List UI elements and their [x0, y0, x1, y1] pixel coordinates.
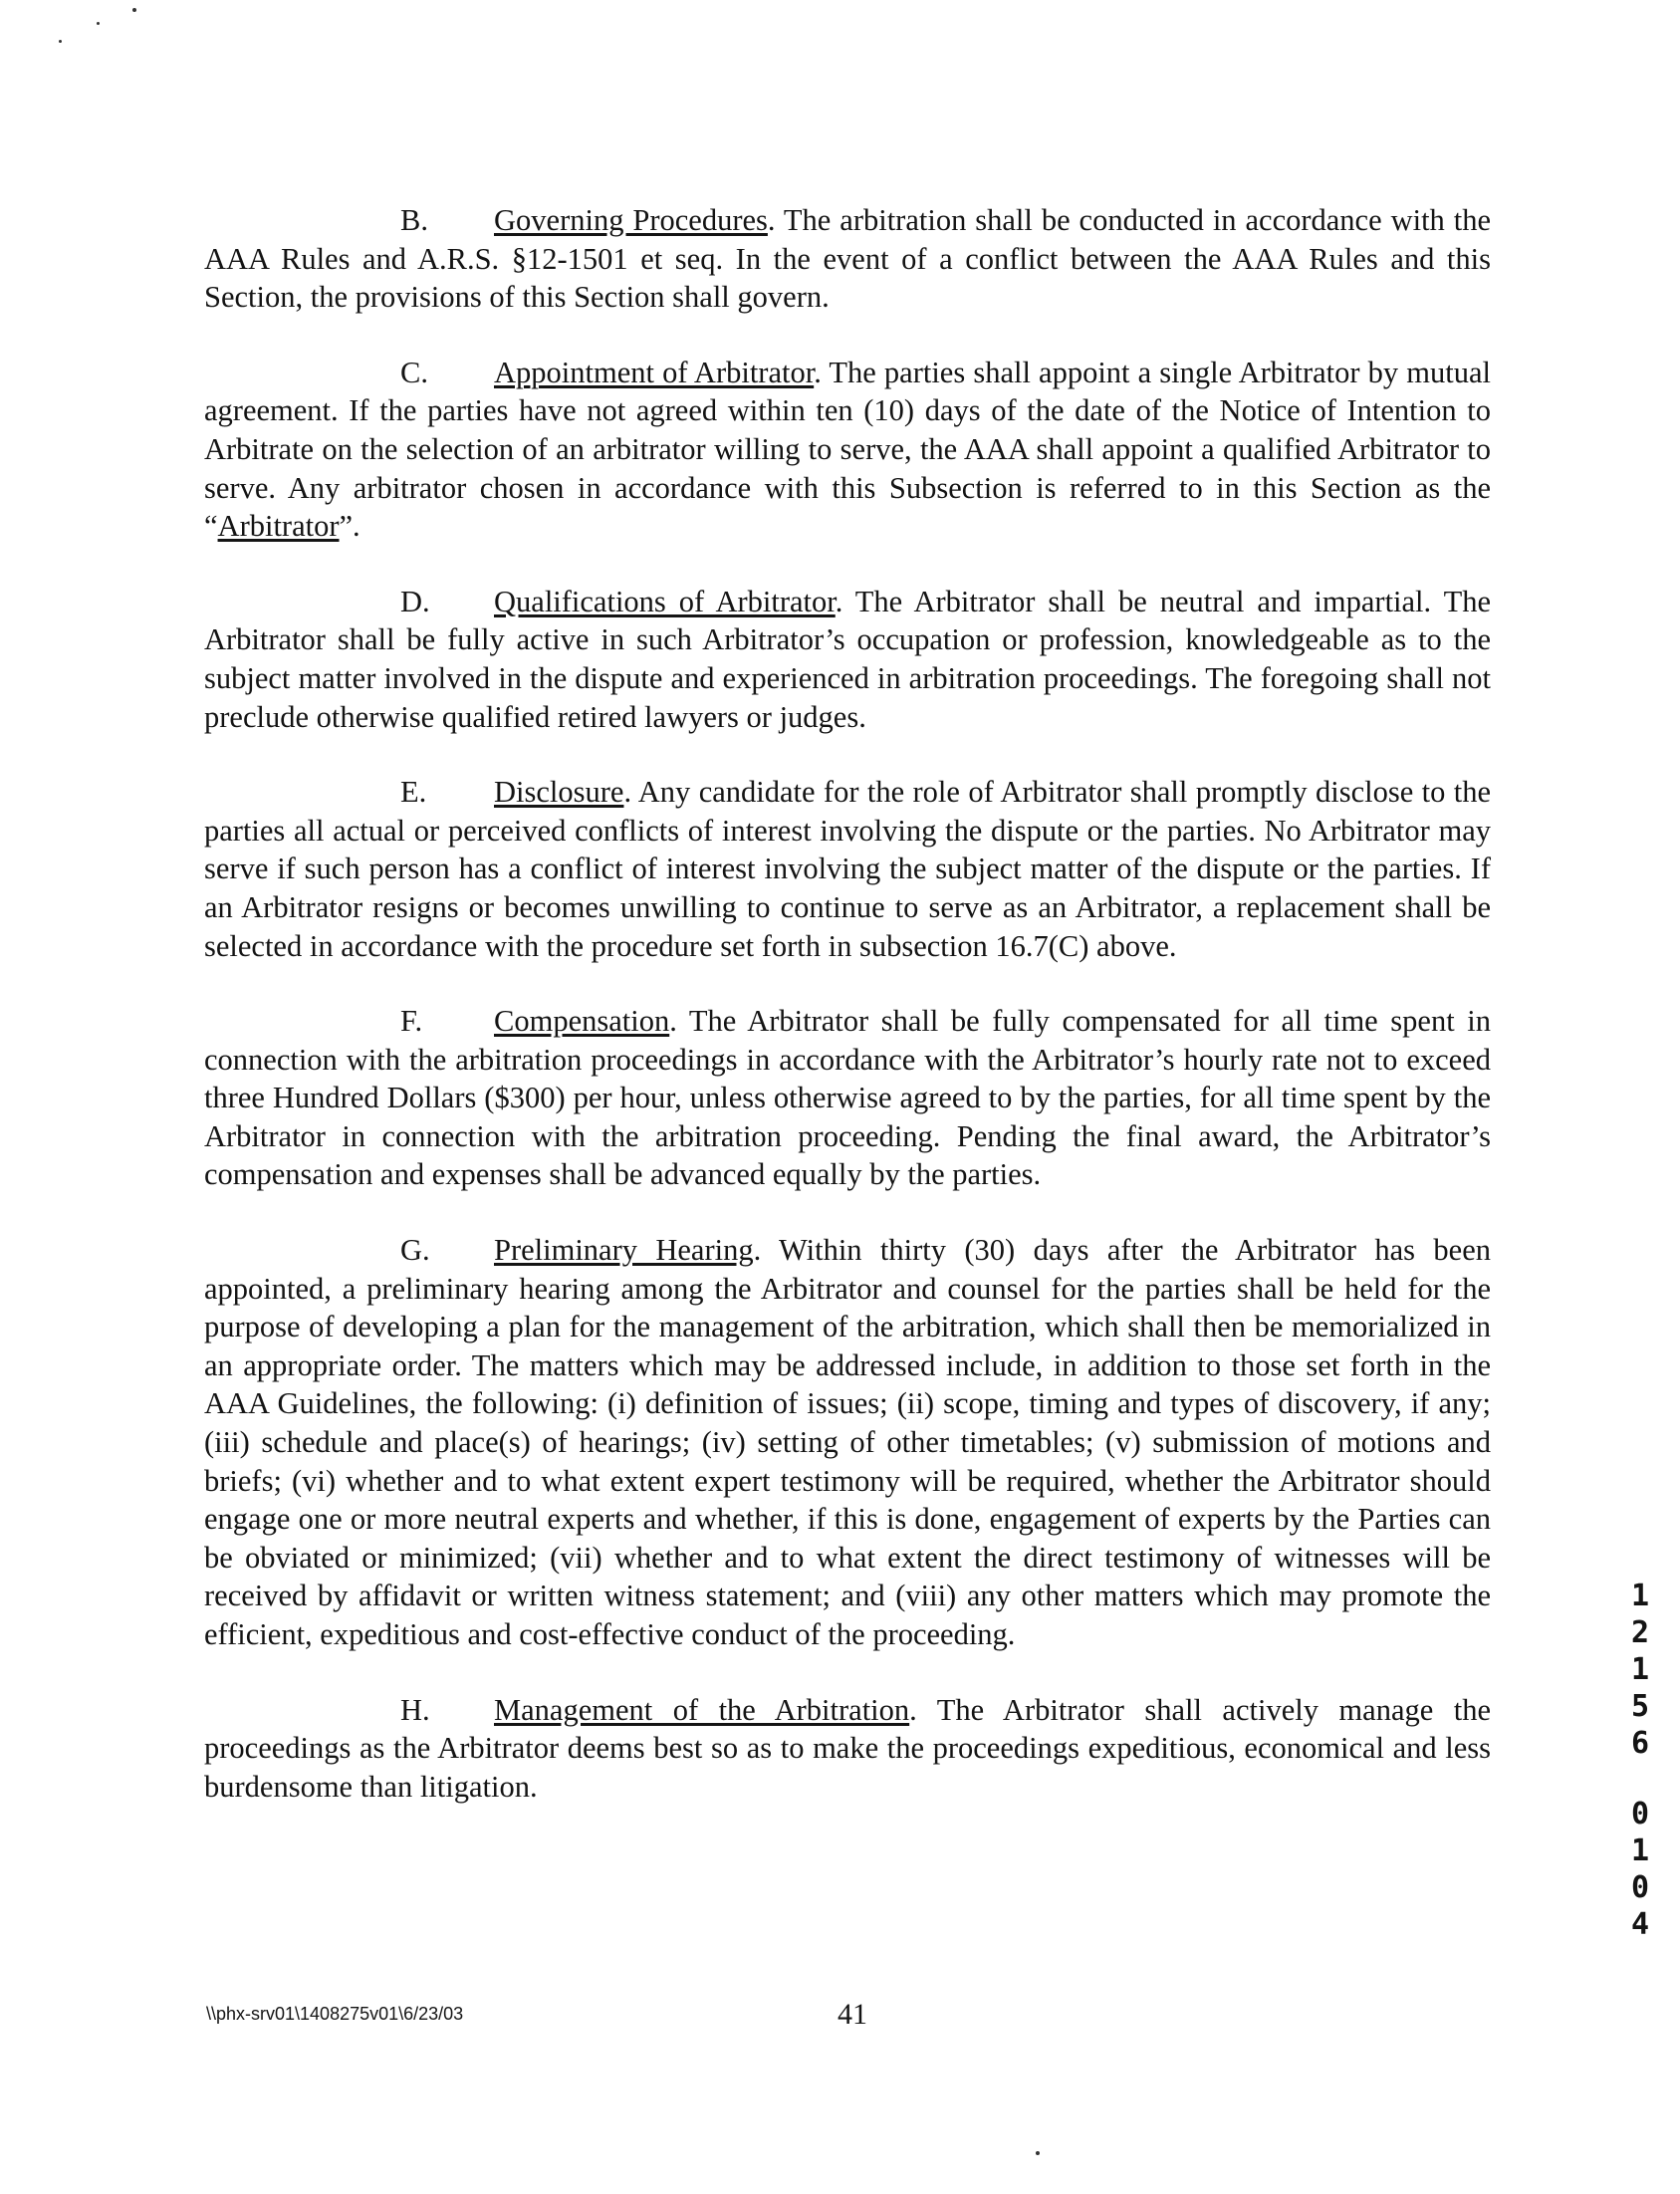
body-text [204, 201, 1491, 1842]
scan-speck [97, 22, 100, 25]
section-h [204, 1691, 1491, 1807]
section-text-end: ”. [339, 509, 360, 544]
section-letter: B. [400, 203, 428, 237]
footer-file-path: \\phx-srv01\1408275v01\6/23/03 [206, 2004, 464, 2024]
scan-speck [59, 40, 62, 43]
section-letter: G. [400, 1233, 430, 1268]
bates-digit: 0 [1630, 1870, 1650, 1905]
section-heading: Disclosure [494, 775, 624, 810]
bates-digit: 5 [1630, 1689, 1650, 1724]
section-g [204, 1231, 1491, 1654]
bates-digit: 2 [1630, 1615, 1650, 1650]
section-letter: H. [400, 1692, 430, 1727]
section-heading: Appointment of Arbitrator [494, 355, 815, 389]
section-text: . The Arbitrator shall be fully compensated for all time spent in connection with the arbitration proceedings in accordance with the Arbitrator’s hourly rate not to exceed three Hundred Dollars ($300) per hour, unless otherwise agreed to by the parties, for all time spent by the Arbitrator in connection with the arbitration proceeding. Pending the final award, the Arbitrator’s compensation and expenses shall be advanced equally by the parties. [204, 1004, 1491, 1192]
section-letter: C. [400, 355, 428, 389]
section-text: . The parties shall appoint a single Arbitrator by mutual agreement. If the parties have not agreed within ten (10) days of the date of the Notice of Intention to Arbitrate on the selection of an arbitrator willing to serve, the AAA shall appoint a qualified Arbitrator to serve. Any arbitrator chosen in accordance with this Subsection is referred to in this Section as the “ [204, 355, 1491, 544]
section-text: . Any candidate for the role of Arbitrator shall promptly disclose to the parties all actual or perceived conflicts of interest involving the dispute or the parties. No Arbitrator may serve if such person has a conflict of interest involving the subject matter of the dispute or the parties. If an Arbitrator resigns or becomes unwilling to continue to serve as an Arbitrator, a replacement shall be selected in accordance with the procedure set forth in subsection 16.7(C) above. [204, 775, 1491, 963]
bates-digit: 6 [1630, 1726, 1650, 1761]
bates-stamp [1623, 1578, 1657, 1943]
section-text: . Within thirty (30) days after the Arbitrator has been appointed, a preliminary hearing among the Arbitrator and counsel for the parties shall be held for the purpose of developing a plan for the management of the arbitration, which shall then be memorialized in an appropriate order. The matters which may be addressed include, in addition to those set forth in the AAA Guidelines, the following: (i) definition of issues; (ii) scope, timing and types of discovery, if any; (iii) schedule and place(s) of hearings; (iv) setting of other timetables; (v) submission of motions and briefs; (vi) whether and to what extent expert testimony will be required, whether the Arbitrator should engage one or more neutral experts and whether, if this is done, engagement of experts by the Parties can be obviated or minimized; (vii) whether and to what extent the direct testimony of witnesses will be received by affidavit or written witness statement; and (viii) any other matters which may promote the efficient, expeditious and cost-effective conduct of the proceeding. [204, 1233, 1491, 1651]
bates-digit: 4 [1630, 1907, 1650, 1942]
defined-term: Arbitrator [217, 509, 340, 544]
section-letter: D. [400, 584, 430, 618]
scan-speck [1036, 2151, 1040, 2155]
section-e [204, 773, 1491, 965]
section-b [204, 201, 1491, 317]
section-c [204, 354, 1491, 546]
scan-speck [132, 8, 136, 12]
section-f [204, 1002, 1491, 1194]
bates-digit: 1 [1630, 1833, 1650, 1868]
section-heading: Qualifications of Arbitrator [494, 584, 836, 618]
section-d [204, 583, 1491, 736]
section-heading: Governing Procedures [494, 203, 768, 237]
section-heading: Management of the Arbitration [494, 1692, 910, 1727]
section-heading: Compensation [494, 1004, 670, 1039]
section-letter: F. [400, 1004, 423, 1039]
section-text: . The Arbitrator shall actively manage the proceedings as the Arbitrator deems best so as to make the proceedings expeditious, economical and less burdensome than litigation. [204, 1692, 1491, 1804]
bates-digit: 1 [1630, 1579, 1650, 1613]
page-number: 41 [838, 1998, 867, 2031]
section-text: . The arbitration shall be conducted in accordance with the AAA Rules and A.R.S. §12-1501 et seq. In the event of a conflict between the AAA Rules and this Section, the provisions of this Section shall govern. [204, 203, 1492, 315]
bates-digit: 0 [1630, 1797, 1650, 1831]
section-letter: E. [400, 775, 427, 810]
section-text: . The Arbitrator shall be neutral and impartial. The Arbitrator shall be fully active in such Arbitrator’s occupation or profession, knowledgeable as to the subject matter involved in the dispute and experienced in arbitration proceedings. The foregoing shall not preclude otherwise qualified retired lawyers or judges. [204, 584, 1491, 734]
bates-digit: 1 [1630, 1652, 1650, 1687]
bates-gap [1623, 1762, 1657, 1796]
section-heading: Preliminary Hearing [494, 1233, 754, 1268]
